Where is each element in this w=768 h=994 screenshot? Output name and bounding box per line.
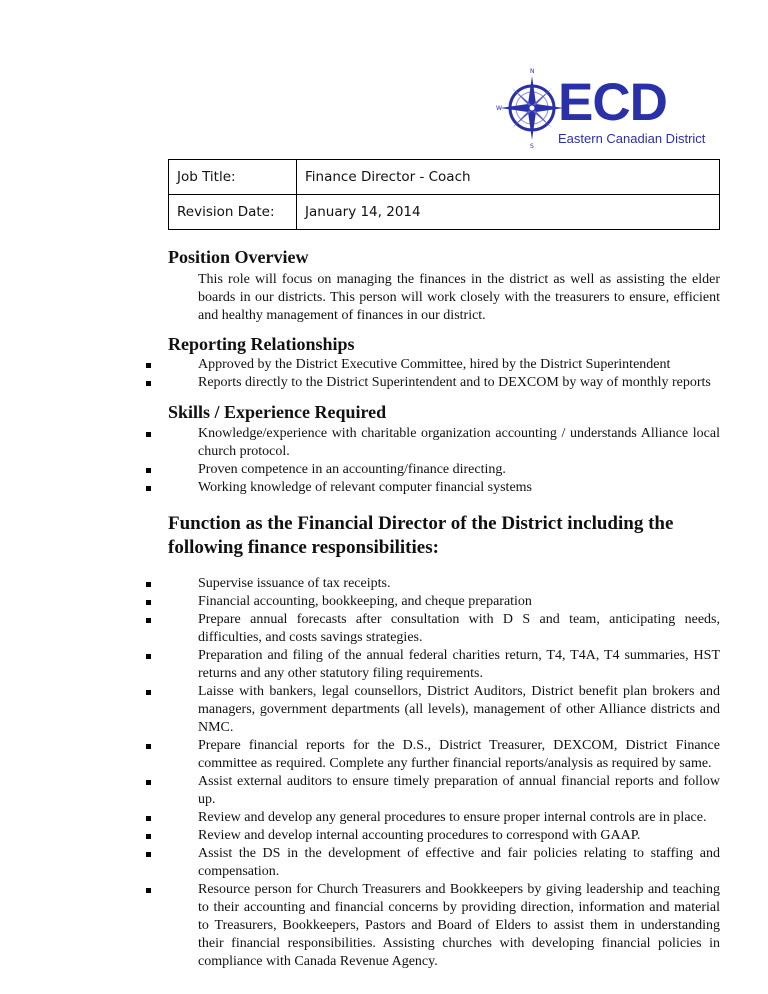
bullet-icon: [146, 432, 151, 437]
compass-s-label: S: [530, 143, 534, 150]
function-heading: Function as the Financial Director of the District including the following finance responsibilities:: [168, 513, 674, 558]
list-item: Review and develop any general procedures to ensure proper internal controls are in place.: [146, 809, 720, 827]
list-item: Working knowledge of relevant computer financial systems: [146, 479, 720, 497]
reporting-list: [146, 356, 720, 392]
logo-letters: ECD: [558, 73, 667, 132]
revision-date-value: January 14, 2014: [297, 195, 720, 230]
list-item: Reports directly to the District Superintendent and to DEXCOM by way of monthly reports: [146, 374, 720, 392]
bullet-icon: [146, 600, 151, 605]
list-item: Proven competence in an accounting/finance directing.: [146, 461, 720, 479]
table-row: [169, 195, 720, 230]
position-overview-text: This role will focus on managing the finances in the district as well as assisting the elder boards in our districts. This person will work closely with the treasurers to ensure, efficient and healthy management of finances in our district.: [198, 272, 720, 323]
position-overview-heading: Position Overview: [168, 247, 309, 267]
bullet-icon: [146, 654, 151, 659]
skills-list: [146, 425, 720, 497]
list-item: Resource person for Church Treasurers and Bookkeepers by giving leadership and teaching to their accounting and financial concerns by providing direction, information and material to Treasurers, Bookkeepers, Pastors and Board of Elders to assist them in understanding their financial responsibilities. Assisting churches with developing financial policies in compliance with Canada Revenue Agency.: [146, 881, 720, 971]
skills-heading: Skills / Experience Required: [168, 402, 387, 422]
list-item: Financial accounting, bookkeeping, and cheque preparation: [146, 593, 720, 611]
table-row: [169, 160, 720, 195]
bullet-icon: [146, 381, 151, 386]
bullet-icon: [146, 780, 151, 785]
bullet-icon: [146, 816, 151, 821]
job-title-label: Job Title:: [169, 160, 297, 195]
reporting-heading: Reporting Relationships: [168, 334, 355, 354]
bullet-icon: [146, 888, 151, 893]
compass-n-label: N: [530, 68, 535, 75]
revision-date-label: Revision Date:: [169, 195, 297, 230]
list-item: Assist the DS in the development of effective and fair policies relating to staffing and compensation.: [146, 845, 720, 881]
list-item: Supervise issuance of tax receipts.: [146, 575, 720, 593]
list-item: Review and develop internal accounting procedures to correspond with GAAP.: [146, 827, 720, 845]
job-info-table: [168, 159, 720, 230]
list-item: Laisse with bankers, legal counsellors, District Auditors, District benefit plan brokers and managers, government departments (all levels), management of other Alliance districts and NMC.: [146, 683, 720, 737]
logo-subtitle: Eastern Canadian District: [558, 131, 706, 146]
list-item: Preparation and filing of the annual federal charities return, T4, T4A, T4 summaries, HST returns and any other statutory filing requirements.: [146, 647, 720, 683]
bullet-icon: [146, 582, 151, 587]
job-title-value: Finance Director - Coach: [297, 160, 720, 195]
compass-rose-icon: [496, 66, 562, 150]
bullet-icon: [146, 363, 151, 368]
bullet-icon: [146, 618, 151, 623]
bullet-icon: [146, 852, 151, 857]
bullet-icon: [146, 690, 151, 695]
list-item: Prepare financial reports for the D.S., District Treasurer, DEXCOM, District Finance committee as required. Complete any further financial reports/analysis as required by same.: [146, 737, 720, 773]
list-item: Approved by the District Executive Committee, hired by the District Superintendent: [146, 356, 720, 374]
bullet-icon: [146, 744, 151, 749]
list-item: Prepare annual forecasts after consultation with D S and team, anticipating needs, difficulties, and costs savings strategies.: [146, 611, 720, 647]
compass-w-label: W: [496, 105, 502, 112]
list-item: Assist external auditors to ensure timely preparation of annual financial reports and follow up.: [146, 773, 720, 809]
bullet-icon: [146, 834, 151, 839]
function-list: [146, 575, 720, 971]
bullet-icon: [146, 468, 151, 473]
ecd-logo: [496, 66, 706, 150]
bullet-icon: [146, 486, 151, 491]
list-item: Knowledge/experience with charitable organization accounting / understands Alliance local church protocol.: [146, 425, 720, 461]
